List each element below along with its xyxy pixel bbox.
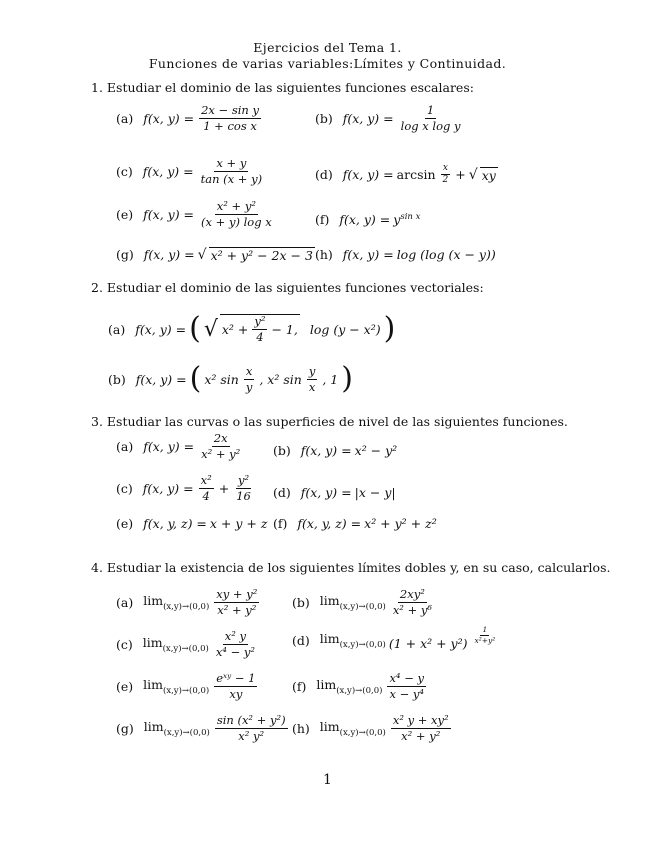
rhs: |x − y| — [354, 485, 396, 500]
numerator: 2x − sin y — [201, 103, 259, 117]
numerator: x⁴ − y — [389, 671, 424, 685]
q3-item-b — [273, 440, 397, 459]
denominator: y — [245, 379, 253, 394]
denominator: x² y² — [238, 729, 265, 743]
q1-item-h — [315, 244, 496, 263]
item-label: (e) — [116, 679, 134, 694]
numerator: 2x — [213, 431, 228, 445]
lhs: f(x, y) = — [143, 439, 195, 454]
lhs: f(x, y) = — [300, 443, 352, 458]
exp-denominator: x²+y² — [474, 636, 496, 645]
item-label: (a) — [116, 439, 134, 454]
denominator: 1 + cos x — [203, 119, 257, 133]
item-label: (c) — [116, 164, 133, 179]
radicand: xy — [481, 167, 496, 183]
lim-operator — [143, 677, 209, 696]
exponent: sin x — [400, 212, 421, 222]
item-label: (a) — [116, 595, 134, 610]
item-label: (c) — [116, 637, 133, 652]
q1-item-a — [116, 104, 263, 133]
base: y — [393, 212, 401, 227]
lhs: f(x, y) = — [339, 212, 391, 227]
lhs: f(x, y) = — [143, 111, 195, 126]
radicand — [220, 314, 300, 344]
denominator: 4 — [202, 489, 210, 503]
rhs: x² + y² + z² — [364, 516, 437, 531]
numerator: x² y + xy² — [392, 713, 449, 727]
denominator: x⁴ − y² — [215, 645, 255, 659]
lim-operator — [143, 593, 209, 612]
item-label: (d) — [315, 167, 333, 182]
denominator: xy — [229, 687, 243, 701]
numerator: x² + y² — [216, 199, 256, 213]
exp-numerator: 1 — [482, 625, 488, 634]
item-label: (a) — [116, 111, 134, 126]
doc-title: Ejercicios del Tema 1. — [253, 40, 402, 55]
lhs: f(x, y, z) = — [297, 516, 362, 531]
q3-item-f — [273, 513, 437, 532]
numerator: y² — [254, 314, 266, 328]
q1-item-b — [315, 104, 465, 133]
lim-text: lim — [142, 635, 163, 650]
q3-title: 3. Estudiar las curvas o las superficies de nivel de las siguientes funciones. — [91, 414, 568, 429]
item-label: (e) — [116, 516, 134, 531]
lim-text: lim — [143, 677, 163, 692]
numerator: 1 — [426, 103, 435, 117]
lhs: f(x, y) = — [135, 321, 187, 337]
lhs: f(x, y) = — [143, 247, 195, 262]
q4-title: 4. Estudiar la existencia de los siguientes límites dobles y, en su caso, calcularlos. — [91, 560, 611, 575]
radical-sign: √ — [197, 246, 207, 263]
denominator: 16 — [236, 489, 251, 503]
item-label: (e) — [116, 207, 134, 222]
q1-item-c — [116, 157, 266, 186]
lim-operator — [320, 631, 386, 650]
q1-title: 1. Estudiar el dominio de las siguientes funciones escalares: — [91, 80, 474, 95]
item-label: (b) — [292, 595, 310, 610]
radicand: x² + y² − 2x − 3 — [210, 247, 313, 263]
lim-text: lim — [143, 719, 164, 734]
lim-operator — [320, 719, 386, 738]
lim-subscript: (x,y)→(0,0) — [163, 602, 210, 612]
q4-item-d — [292, 625, 499, 651]
page-number: 1 — [323, 772, 332, 788]
item-label: (f) — [292, 679, 307, 694]
lim-operator — [320, 593, 386, 612]
rhs: x² − y² — [354, 443, 398, 458]
lhs: f(x, y) = — [142, 481, 194, 496]
lim-subscript: (x,y)→(0,0) — [163, 728, 210, 738]
lim-operator — [143, 635, 209, 654]
second-component: log (y − x²) — [309, 321, 381, 337]
q3-item-c — [116, 474, 255, 503]
q4-item-a — [116, 588, 261, 617]
arcsin-text: arcsin — [396, 167, 436, 182]
q2-item-a — [108, 311, 396, 346]
item-label: (f) — [315, 212, 330, 227]
lim-subscript: (x,y)→(0,0) — [339, 602, 386, 612]
rhs: log (log (x − y)) — [396, 247, 496, 262]
close-paren: ) — [341, 361, 353, 396]
item-label: (b) — [315, 111, 333, 126]
open-paren: ( — [189, 361, 202, 396]
lim-operator — [316, 677, 382, 696]
q4-item-f — [292, 672, 428, 701]
q4-item-c — [116, 630, 259, 659]
lhs: f(x, y) = — [342, 247, 394, 262]
lim-text: lim — [319, 631, 340, 646]
lhs: f(x, y) = — [142, 164, 194, 179]
rhs: x + y + z — [209, 516, 268, 531]
numerator: eˣʸ − 1 — [216, 671, 256, 685]
plus-sign: + — [218, 481, 230, 496]
lim-subscript: (x,y)→(0,0) — [163, 686, 210, 696]
doc-subtitle: Funciones de varias variables:Límites y Continuidad. — [148, 56, 507, 71]
lim-subscript: (x,y)→(0,0) — [339, 640, 386, 650]
numerator: xy + y² — [216, 587, 258, 601]
term-3: , 1 — [322, 371, 339, 387]
plus-sign: + — [455, 167, 466, 182]
item-label: (d) — [273, 485, 291, 500]
item-label: (h) — [292, 721, 310, 736]
denominator: x² + y² — [401, 729, 441, 743]
radical-sign: √ — [203, 316, 218, 342]
lim-text: lim — [316, 677, 337, 692]
numerator: x² y — [224, 629, 247, 643]
item-label: (g) — [116, 721, 134, 736]
numerator: y² — [238, 473, 250, 487]
lim-text: lim — [319, 593, 340, 608]
lhs: f(x, y) = — [342, 111, 394, 126]
lim-subscript: (x,y)→(0,0) — [336, 686, 383, 696]
lhs: f(x, y) = — [143, 207, 195, 222]
denominator: x² + y² — [217, 603, 257, 617]
numerator: x — [442, 163, 448, 173]
item-label: (a) — [108, 321, 126, 337]
q3-item-e — [116, 513, 267, 532]
base: (1 + x² + y²) — [388, 636, 468, 651]
numerator: y — [308, 363, 316, 378]
denominator: tan (x + y) — [200, 172, 263, 186]
item-label: (c) — [116, 481, 133, 496]
denominator: x — [308, 379, 316, 394]
q3-item-a — [116, 432, 244, 461]
q1-item-f — [315, 209, 420, 228]
lim-subscript: (x,y)→(0,0) — [339, 728, 386, 738]
denominator: 2 — [442, 175, 449, 185]
item-label: (f) — [273, 516, 288, 531]
denominator: (x + y) log x — [201, 215, 272, 229]
item-label: (d) — [292, 633, 310, 648]
q1-item-g — [116, 244, 315, 263]
lhs: f(x, y) = — [342, 167, 394, 182]
numerator: x — [245, 363, 253, 378]
q4-item-h — [292, 714, 453, 743]
radicand-pre: x² + — [221, 322, 249, 337]
radical-sign: √ — [468, 166, 478, 183]
numerator: sin (x² + y²) — [216, 713, 286, 727]
numerator: x² — [200, 473, 212, 487]
radicand-post: − 1, — [271, 322, 298, 337]
close-paren: ) — [383, 311, 396, 346]
item-label: (g) — [116, 247, 134, 262]
denominator: log x log y — [400, 119, 461, 133]
lhs: f(x, y) = — [135, 371, 187, 387]
q4-item-b — [292, 588, 436, 617]
denominator: 4 — [256, 330, 264, 344]
q1-item-d — [315, 164, 498, 185]
q4-item-e — [116, 672, 259, 701]
item-label: (h) — [315, 247, 333, 262]
lhs: f(x, y) = — [300, 485, 352, 500]
lim-text: lim — [143, 593, 164, 608]
open-paren: ( — [189, 311, 201, 346]
q2-title: 2. Estudiar el dominio de las siguientes funciones vectoriales: — [91, 280, 484, 295]
q1-item-e — [116, 200, 276, 229]
lim-text: lim — [319, 719, 340, 734]
q2-item-b — [108, 361, 353, 396]
term-2: , x² sin — [259, 371, 302, 387]
item-label: (b) — [108, 371, 126, 387]
denominator: x² + y⁶ — [392, 603, 432, 617]
term-1: x² sin — [204, 371, 239, 387]
lim-operator — [144, 719, 210, 738]
item-label: (b) — [273, 443, 291, 458]
numerator: 2xy² — [399, 587, 425, 601]
lim-subscript: (x,y)→(0,0) — [162, 644, 209, 654]
lhs: f(x, y, z) = — [143, 516, 207, 531]
numerator: x + y — [216, 156, 247, 170]
q3-item-d — [273, 482, 396, 501]
denominator: x² + y² — [201, 447, 241, 461]
q4-item-g — [116, 714, 290, 743]
denominator: x − y⁴ — [389, 687, 424, 701]
